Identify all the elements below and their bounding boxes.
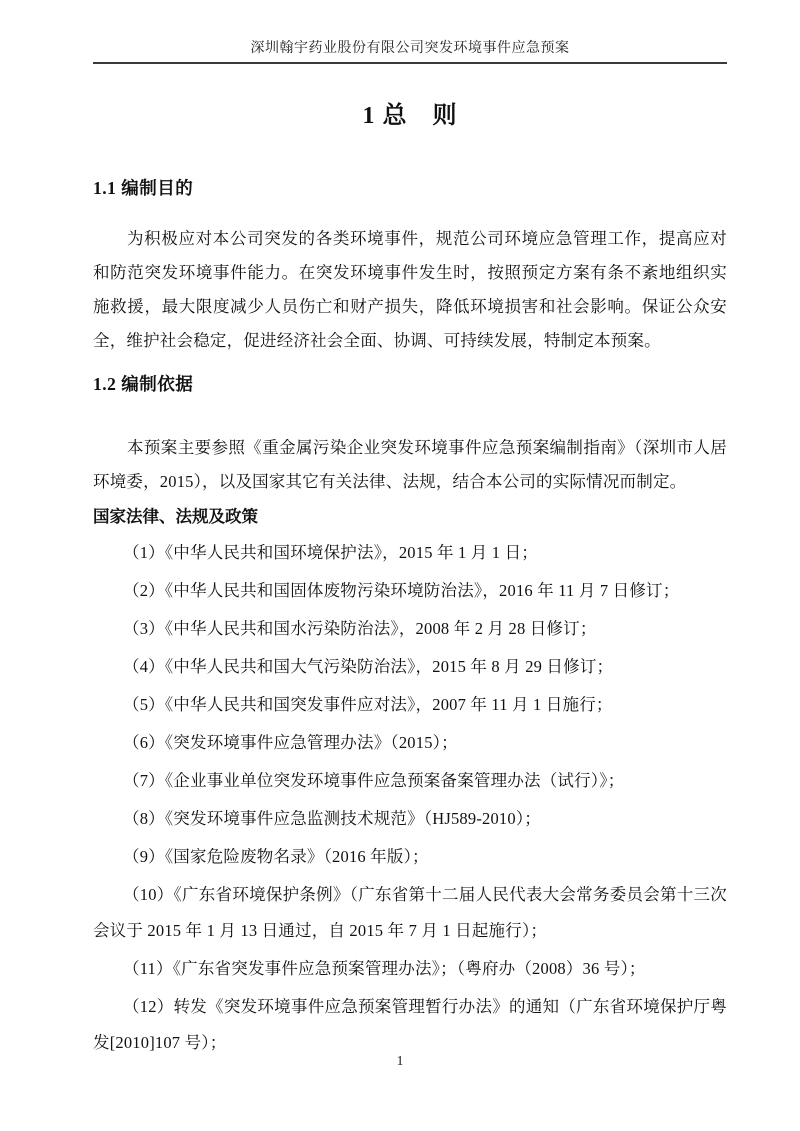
legal-reference-list — [93, 535, 727, 1061]
legal-reference-item-9: （9）《国家危险废物名录》（2016 年版）； — [123, 847, 429, 866]
legal-reference-item-6: （6）《突发环境事件应急管理办法》（2015）； — [123, 733, 458, 752]
page-number: 1 — [396, 1054, 404, 1069]
section-1-2-paragraph: 本预案主要参照《重金属污染企业突发环境事件应急预案编制指南》（深圳市人居环境委，2015），以及国家其它有关法律、法规，结合本公司的实际情况而制定。 — [93, 438, 727, 491]
legal-reference-item-3: （3）《中华人民共和国水污染防治法》，2008 年 2 月 28 日修订； — [123, 619, 597, 638]
legal-reference-item-10: （10）《广东省环境保护条例》（广东省第十二届人民代表大会常务委员会第十三次会议于 2015 年 1 月 13 日通过，自 2015 年 7 月 1 日起施行）； — [93, 885, 727, 940]
legal-reference-item-4: （4）《中华人民共和国大气污染防治法》，2015 年 8 月 29 日修订； — [123, 657, 614, 676]
legal-reference-item-7: （7）《企业事业单位突发环境事件应急预案备案管理办法（试行）》； — [123, 771, 625, 790]
page-header — [93, 0, 727, 64]
subsection-heading-national-laws: 国家法律、法规及政策 — [93, 507, 258, 526]
running-header-title: 深圳翰宇药业股份有限公司突发环境事件应急预案 — [250, 41, 570, 56]
legal-reference-item-2: （2）《中华人民共和国固体废物污染环境防治法》，2016 年 11 月 7 日修订； — [123, 581, 680, 600]
legal-reference-item-5: （5）《中华人民共和国突发事件应对法》，2007 年 11 月 1 日施行； — [123, 695, 613, 714]
section-heading-1-1: 1.1 编制目的 — [93, 178, 194, 198]
section-heading-1-2: 1.2 编制依据 — [93, 374, 194, 394]
legal-reference-item-12: （12）转发《突发环境事件应急预案管理暂行办法》的通知（广东省环境保护厅粤发[2010]107 号）； — [93, 997, 727, 1052]
chapter-title: 1 总 则 — [362, 103, 458, 129]
section-1-1-paragraph: 为积极应对本公司突发的各类环境事件，规范公司环境应急管理工作，提高应对和防范突发环境事件能力。在突发环境事件发生时，按照预定方案有条不紊地组织实施救援，最大限度减少人员伤亡和财产损失，降低环境损害和社会影响。保证公众安全，维护社会稳定，促进经济社会全面、协调、可持续发展，特制定本预案。 — [93, 229, 727, 350]
legal-reference-item-1: （1）《中华人民共和国环境保护法》，2015 年 1 月 1 日； — [123, 543, 538, 562]
legal-reference-item-8: （8）《突发环境事件应急监测技术规范》（HJ589-2010）； — [123, 809, 541, 828]
legal-reference-item-11: （11）《广东省突发事件应急预案管理办法》；（粤府办（2008）36 号）； — [123, 959, 646, 978]
